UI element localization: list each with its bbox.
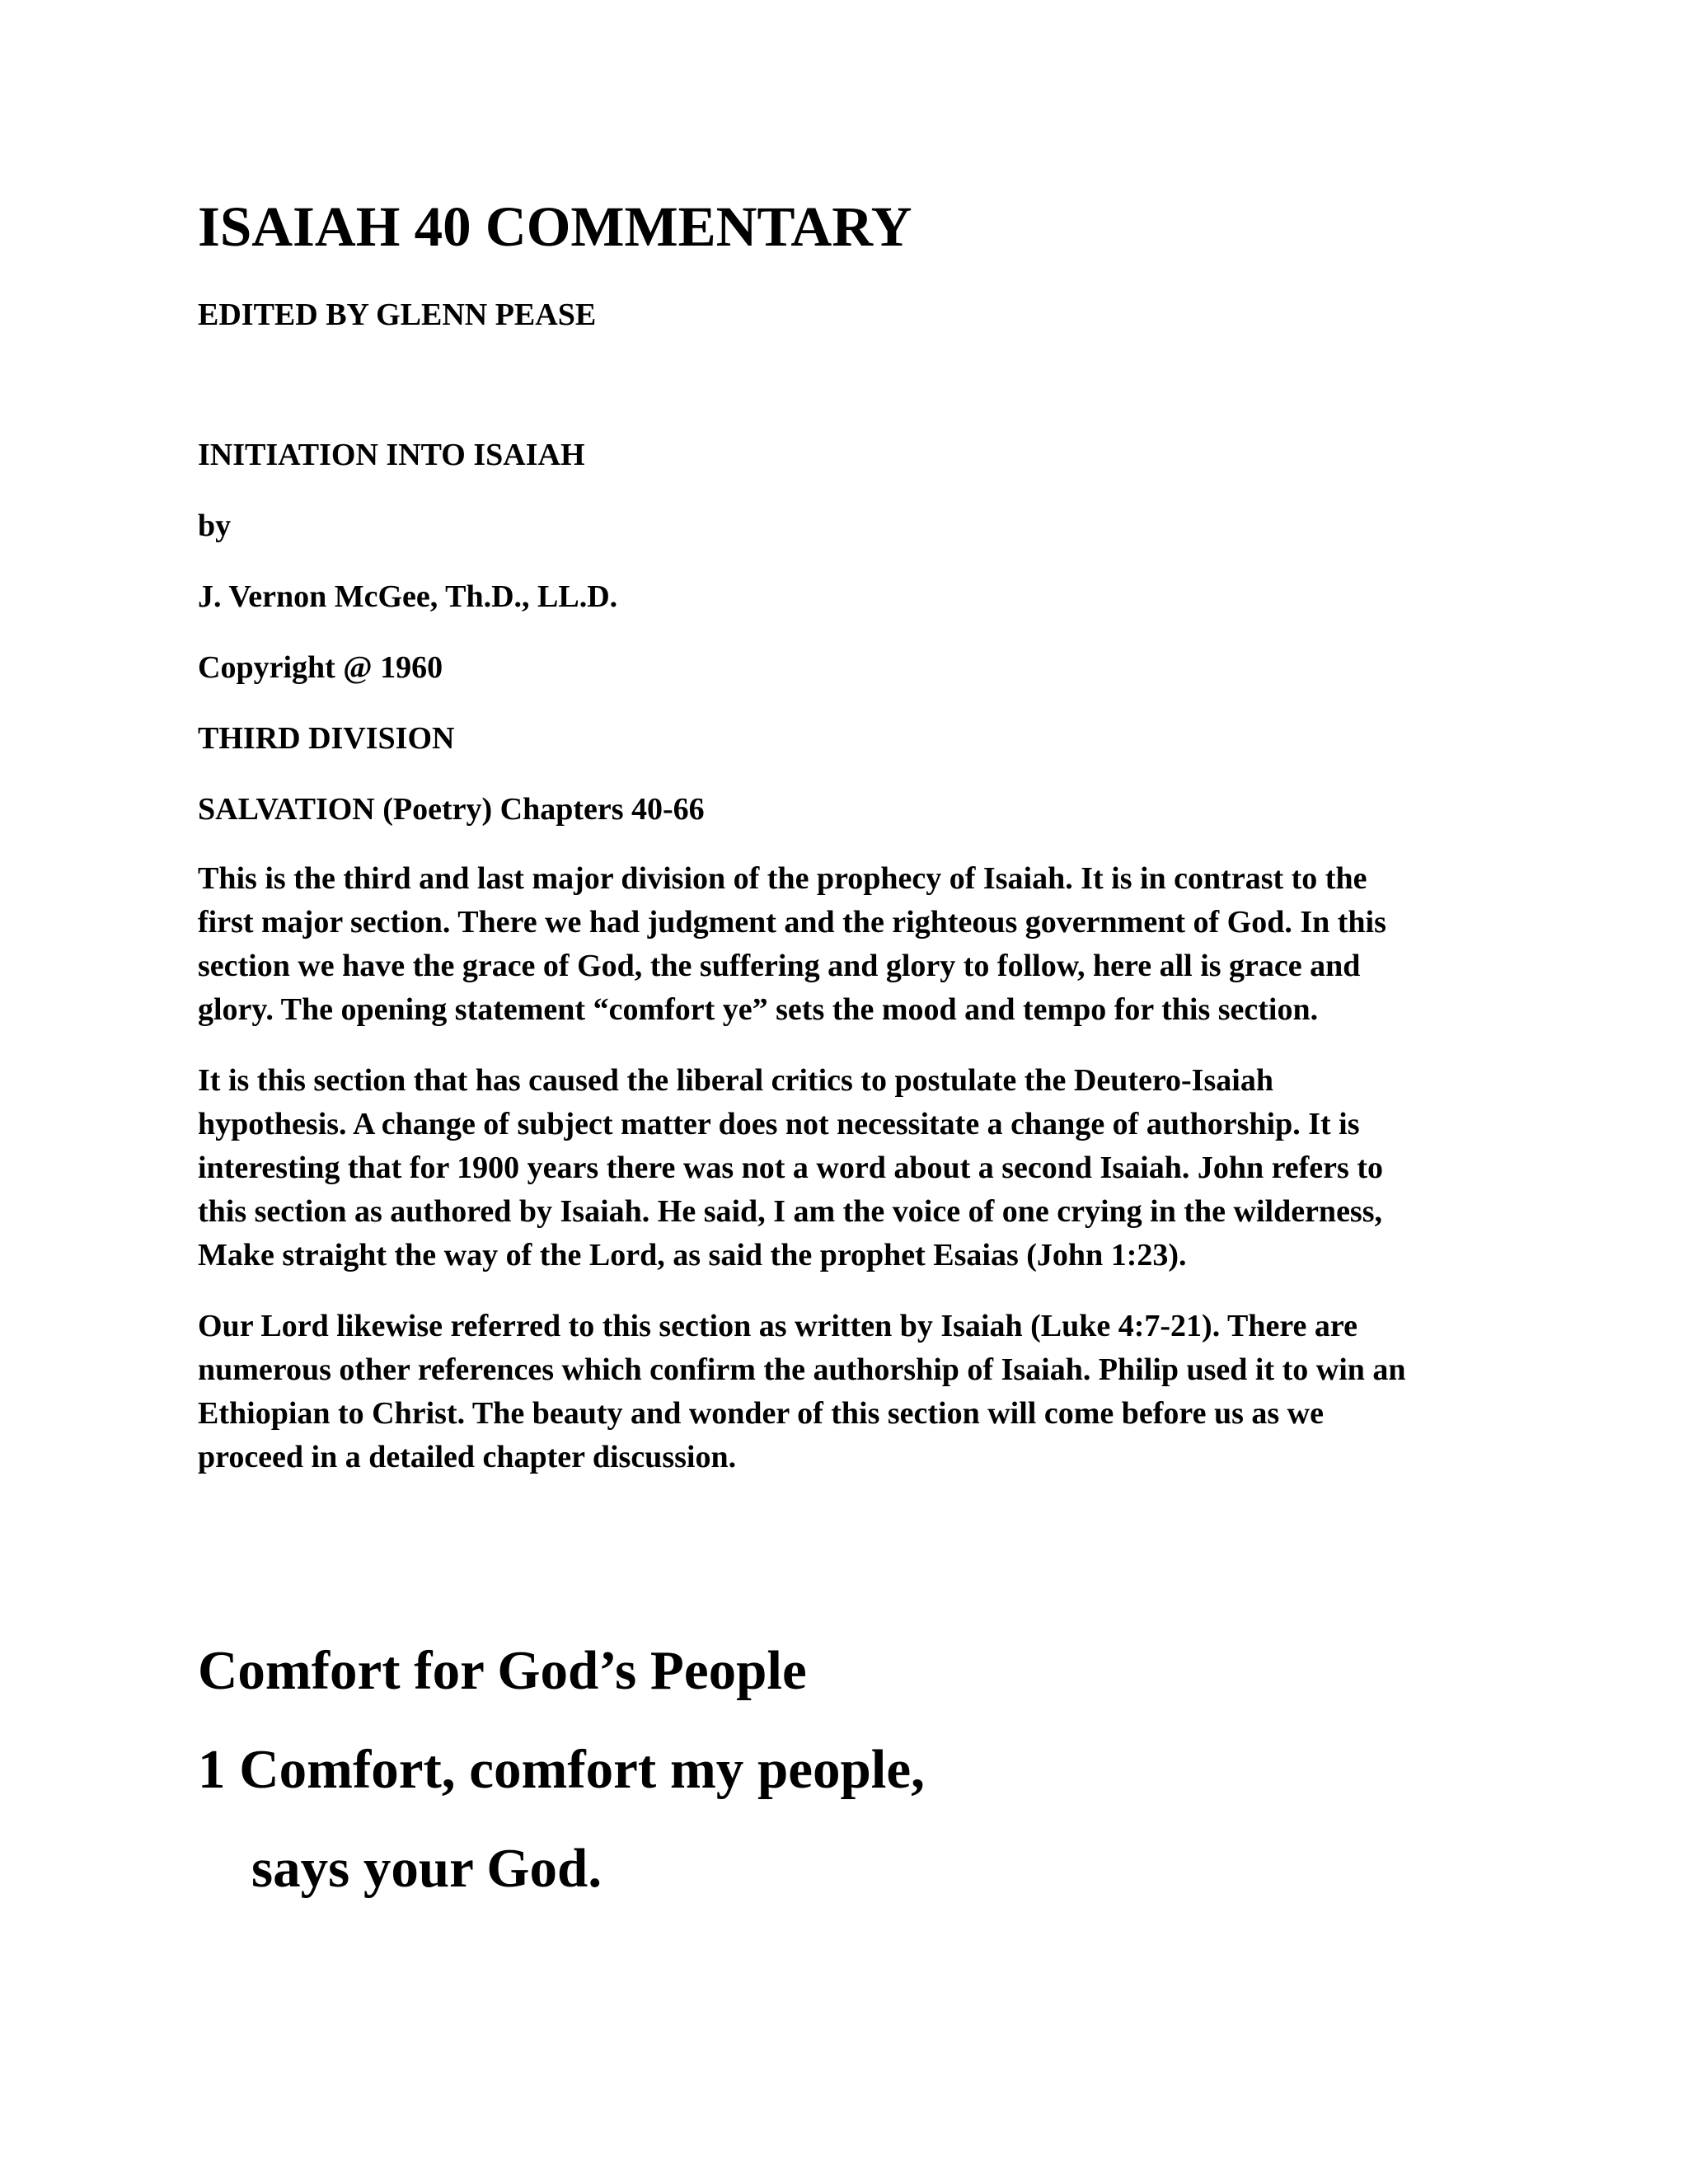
editor-credit: EDITED BY GLENN PEASE — [198, 298, 597, 332]
book-title: INITIATION INTO ISAIAH — [198, 438, 585, 472]
verse-line-2: says your God. — [251, 1838, 603, 1899]
paragraph-line: It is this section that has caused the liberal critics to postulate the Deutero-Isaiah — [198, 1063, 1273, 1098]
paragraph-line: interesting that for 1900 years there was not a word about a second Isaiah. John refers to — [198, 1151, 1383, 1185]
author-name: J. Vernon McGee, Th.D., LL.D. — [198, 579, 618, 614]
section-heading: Comfort for God’s People — [198, 1640, 807, 1701]
paragraph-line: glory. The opening statement “comfort ye” sets the mood and tempo for this section. — [198, 992, 1319, 1027]
document-title: ISAIAH 40 COMMENTARY — [198, 195, 912, 258]
verse-line-1: 1 Comfort, comfort my people, — [198, 1739, 925, 1800]
paragraph-3 — [198, 1305, 1406, 1479]
paragraph-2 — [198, 1059, 1383, 1277]
paragraph-line: Ethiopian to Christ. The beauty and wonder of this section will come before us as we — [198, 1396, 1324, 1431]
copyright-notice: Copyright @ 1960 — [198, 650, 443, 685]
paragraph-line: section we have the grace of God, the suffering and glory to follow, here all is grace and — [198, 949, 1361, 983]
paragraph-line: proceed in a detailed chapter discussion. — [198, 1440, 737, 1474]
paragraph-line: Our Lord likewise referred to this section as written by Isaiah (Luke 4:7-21). There are — [198, 1309, 1357, 1343]
division-heading: THIRD DIVISION — [198, 721, 455, 756]
paragraph-line: hypothesis. A change of subject matter does not necessitate a change of authorship. It is — [198, 1107, 1360, 1141]
paragraph-1 — [198, 857, 1386, 1032]
by-label: by — [198, 509, 232, 543]
paragraph-line: This is the third and last major division of the prophecy of Isaiah. It is in contrast to the — [198, 861, 1367, 896]
salvation-heading: SALVATION (Poetry) Chapters 40-66 — [198, 792, 705, 827]
paragraph-line: numerous other references which confirm the authorship of Isaiah. Philip used it to win an — [198, 1352, 1406, 1387]
paragraph-line: first major section. There we had judgment and the righteous government of God. In this — [198, 905, 1386, 940]
paragraph-line: Make straight the way of the Lord, as said the prophet Esaias (John 1:23). — [198, 1238, 1187, 1272]
paragraph-line: this section as authored by Isaiah. He said, I am the voice of one crying in the wilderness, — [198, 1194, 1383, 1229]
